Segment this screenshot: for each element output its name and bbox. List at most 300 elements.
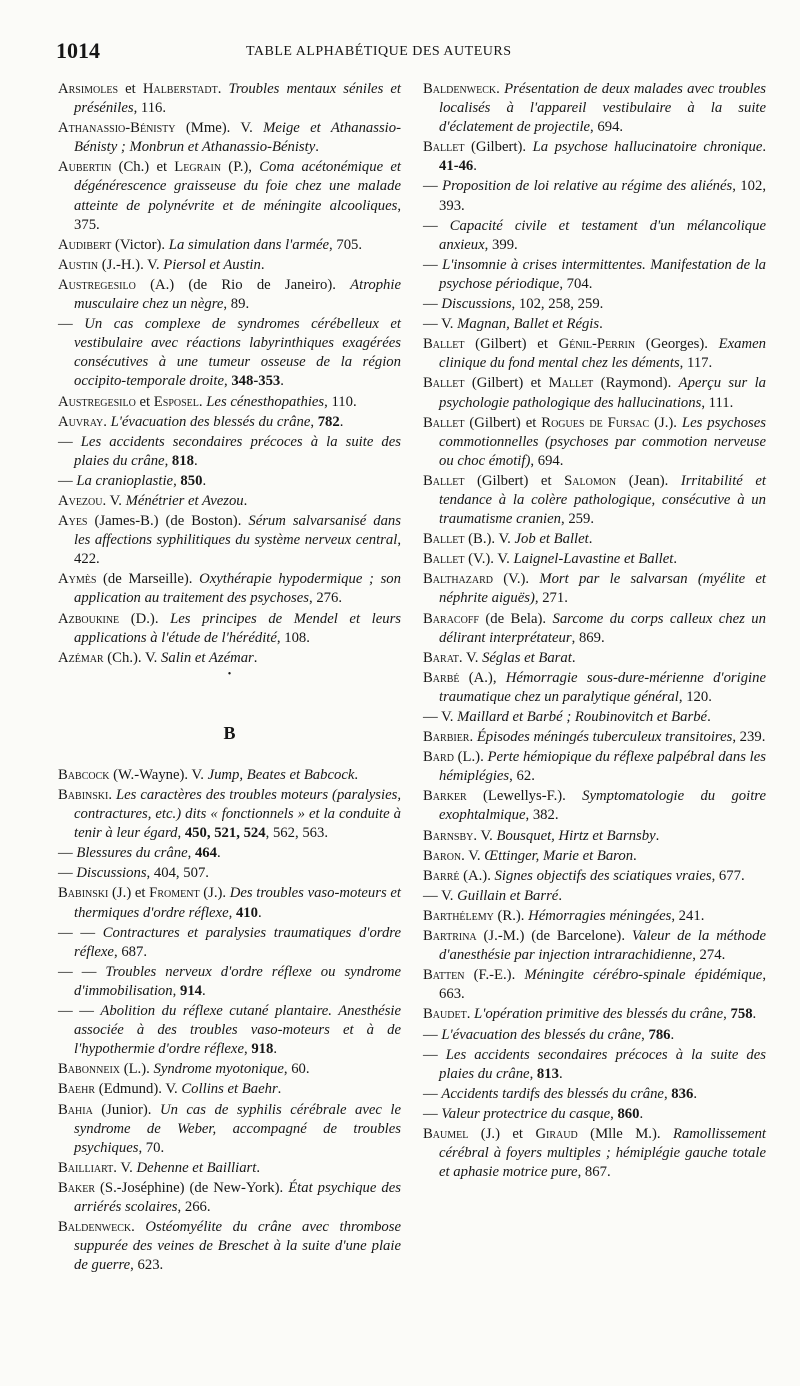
entry-title: Signes objectifs des sciatiques vraies [494,867,712,884]
entry-text: , 62. [509,768,535,785]
entry-text: . [752,1006,757,1023]
entry-text: , [223,373,232,390]
index-entry [423,1085,766,1104]
index-entry [423,708,766,727]
entry-title: Œttinger, Marie et Baron [484,847,634,864]
entry-text: (Gilbert) et [464,336,559,353]
entry-text: (V.). [492,571,540,588]
entry-title: Présentation de deux malades avec troubles localisés à l'appareil vestibulaire à la suite d'éclatement de projectile [439,81,766,136]
entry-title: La psychose hallucinatoire chronique [532,139,763,156]
entry-title: L'opération primitive des blessés du crâne [474,1006,724,1023]
entry-text: . V. [461,847,485,864]
entry-text: — [423,256,443,273]
author-name: Mallet [548,375,594,392]
entries-letter-b [58,766,401,1275]
entry-title: Proposition de loi relative au régime des aliénés [442,178,733,195]
index-entry [423,887,766,906]
author-name: Giraud [535,1125,578,1142]
author-name: Baron [423,847,462,864]
entry-title: Accidents tardifs des blessés du crâne [441,1085,664,1102]
author-name: Baker [58,1179,96,1196]
entry-text: . [762,139,767,156]
author-name: Baehr [58,1081,96,1098]
entry-text: (V.). V. [464,551,514,568]
page-ref-bold: 450, 521, 524 [184,825,266,842]
index-entry [58,472,401,491]
entry-text: (B.). V. [464,531,515,548]
index-entry [423,1026,766,1045]
entry-title: Épisodes méningés tuberculeux transitoires [476,729,733,746]
index-entry [423,177,766,215]
entry-text: . [256,1159,261,1176]
index-entry [423,1046,766,1084]
author-name: Barat [423,649,459,666]
index-entry [58,1002,401,1059]
entry-title: Dehenne et Bailliart [136,1159,257,1176]
entry-text: , 116. [133,100,167,117]
entry-text: (de Marseille). [96,571,200,588]
entry-text: — — [58,963,106,980]
entry-text: , 120. [678,688,712,705]
entry-text: — [423,296,442,313]
entry-title: Les accidents secondaires précoces à la suite des plaies du crâne [439,1046,767,1082]
entry-text: — [58,865,77,882]
entry-title: Blessures du crâne [76,845,188,862]
author-name: Ballet [423,472,465,489]
entry-text: . [588,531,593,548]
entry-title: Piersol et Austin [163,256,261,273]
entry-text: , [610,1105,618,1122]
index-entry [423,335,766,373]
page-ref-bold: 813 [536,1065,559,1082]
entry-text: , [243,1041,252,1058]
entry-text: . V. [102,492,126,509]
entry-text: . [558,1065,563,1082]
entry-title: Syndrome myotonique [153,1061,284,1078]
index-entry [58,1218,401,1275]
entry-text: , 562, 563. [265,825,329,842]
index-entry [423,550,766,569]
entry-text: . [193,452,198,469]
entry-text: . V. [473,827,497,844]
entry-title: Discussions [441,296,512,313]
entry-text: . V. [113,1159,137,1176]
entry-text: , 399. [484,236,518,253]
entry-text: , 705. [329,236,363,253]
entry-title: Magnan, Ballet et Régis [457,316,600,333]
index-entry [58,844,401,863]
entry-text: , 422. [74,532,401,568]
entry-title: Sarcome du corps calleux chez un délirant interprétateur [439,610,766,646]
entry-text: , 70. [138,1139,165,1156]
index-entry [58,315,401,391]
author-name: Baldenweck [423,81,497,97]
author-name: Ballet [423,531,465,548]
entry-text: (Jean). [616,472,681,489]
entry-text: , 239. [732,729,766,746]
entry-title: Hémorragies méningées [528,907,672,924]
entry-text: , [723,1006,731,1023]
entry-text: , 687. [113,943,148,960]
author-name: Bahia [58,1101,93,1118]
index-entry [58,80,401,118]
entry-text: . [354,766,359,783]
entry-text: . [639,1105,644,1122]
index-entry [423,374,766,412]
index-entry [58,413,401,432]
entry-text: (J.) et [468,1125,536,1142]
index-entry [423,295,766,314]
author-name: Batten [423,967,465,984]
index-entry [423,966,766,1004]
entry-text: (S.-Joséphine) (de New-York). [95,1179,289,1196]
entry-text: (Gilbert). [464,139,533,156]
author-name: Baumel [423,1125,469,1142]
separator-dot: • [227,668,232,680]
entry-text: — [423,1046,446,1063]
page-number: 1014 [56,38,100,63]
entry-text: — [58,472,77,489]
author-name: Rogues de Fursac [541,414,650,431]
page-ref-bold: 860 [617,1105,640,1122]
index-entry [58,1101,401,1158]
entry-title: Valeur protectrice du casque [441,1105,611,1122]
entry-text: , [164,452,172,469]
entry-text: (Mlle M.). [577,1125,673,1142]
index-entry [423,138,766,176]
entry-title: Oxythérapie hypodermique ; son application au traitement des psychoses [74,571,401,607]
index-entry [423,472,766,529]
author-name: Barthélemy [423,907,494,924]
entry-text: — V. [423,316,458,333]
entry-text: et [135,393,154,410]
entry-text: — [423,217,450,234]
page-ref-bold: 914 [179,982,202,999]
author-name: Barré [423,867,460,884]
entry-text: , 111. [701,394,734,411]
entry-text: , 663. [439,967,766,1003]
entry-text: . [243,492,248,509]
index-entry [423,927,766,965]
entry-text: — — [58,924,103,941]
author-name: Babinski [58,885,109,902]
entry-title: Valeur de la méthode d'anesthésie par injection intrarachidienne [439,928,766,964]
page-ref-bold: 818 [171,452,194,469]
entry-text: — [58,433,81,450]
entry-title: L'évacuation des blessés du crâne [110,413,311,430]
author-name: Babonneix [58,1061,121,1078]
entry-text: , 89. [223,296,250,313]
index-entry [58,884,401,922]
page-ref-bold: 782 [317,413,340,430]
index-entry [58,963,401,1001]
entry-title: Un cas complexe de syndromes cérébelleux et vestibulaire avec réactions labyrinthiques exagérées consécutives à une tumeur osseuse de la région occipito-temporale droite [74,316,401,390]
index-entry [423,1005,766,1024]
entry-title: Mort par le salvarsan (myélite et néphrite aiguës) [439,571,766,607]
entry-text: — V. [423,709,458,725]
entry-title: Méningite cérébro-spinale épidémique [524,967,763,984]
index-entry [58,786,401,843]
entry-text: . [496,81,505,97]
entry-title: Abolition du réflexe cutané plantaire. Anesthésie associée à des troubles vaso-moteurs et à de l'hypothermie d'ordre réflexe [74,1003,402,1058]
index-entry [423,256,766,294]
page-header [56,38,768,68]
entry-title: Les accidents secondaires précoces à la suite des plaies du crâne [74,433,402,469]
author-name: Azbouкine [58,610,120,627]
author-name: Génil-Perrin [558,336,636,353]
entry-text: . [558,887,562,904]
entry-text: (Edmund). V. [95,1081,182,1098]
index-entry [423,80,766,137]
index-entry [423,570,766,608]
entry-text: (J.-H.). V. [98,256,164,273]
index-entry [58,393,401,412]
entry-text: . [217,81,229,97]
entry-text: . [633,847,637,864]
author-name: Athanassio-Bénisty [58,120,176,137]
index-entry [423,669,766,707]
entry-title: Des troubles vaso-moteurs et thermiques d'ordre réflexe [74,885,401,921]
entry-title: Irritabilité et tendance à la colère pathologique, consécutive à un traumatisme cranien [439,472,766,528]
entry-text: . [339,413,344,430]
entry-text: (Junior). [92,1101,160,1118]
entry-title: État psychique des arriérés scolaires [74,1179,401,1215]
author-name: Esposel [153,393,199,410]
index-entry [58,512,401,569]
index-entry [423,217,766,255]
entry-text: (Mme). V. [175,120,264,137]
page-ref-bold: 348-353 [231,373,281,390]
author-name: Barbier [423,729,470,746]
right-column [423,80,766,1183]
index-entry [58,119,401,157]
entry-title: Job et Ballet [514,531,589,548]
entry-title: Jump, Beates et Babcock [207,766,355,783]
entry-text: , [641,1026,649,1043]
entry-text: . [108,787,116,803]
author-name: Avezou [58,492,103,509]
entry-text: . [273,1041,278,1058]
entry-text: (L.). [120,1061,154,1078]
index-entry [58,570,401,608]
entries-right [423,80,766,1182]
page-ref-bold: 758 [730,1006,753,1023]
entry-title: Symptomatologie du goitre exophtalmique [439,788,766,824]
entry-text: , 266. [177,1198,211,1215]
author-name: Aymès [58,571,97,588]
author-name: Austregesilo [58,393,136,410]
entry-text: , [529,1065,537,1082]
entry-text: (D.). [119,610,171,627]
entry-text: (Ch.) et [111,159,175,176]
entry-text: , 694. [590,119,624,136]
entry-text: . [202,472,207,489]
entry-text: (R.). [493,907,529,924]
index-entry [423,414,766,471]
entry-title: Les cénesthopathies [206,393,325,410]
entry-text: — [58,316,85,333]
index-entry [58,864,401,883]
entry-title: Contractures et paralysies traumatiques d'ordre réflexe [74,924,401,960]
author-name: Austregesilo [58,276,136,293]
index-entry [423,649,766,668]
entry-title: Les caractères des troubles moteurs (paralysies, contractures, etc.) dits « fonctionnels » et la conduite à tenir à leur égard [74,787,402,842]
index-entry [423,787,766,825]
entries-letter-a [58,80,401,668]
author-name: Ballet [423,139,465,156]
entry-text: , [177,825,185,842]
entry-text: (Gilbert) et [464,414,542,431]
entry-text: , 241. [671,907,705,924]
entry-text: , 694. [530,452,564,469]
index-entry [423,1125,766,1182]
entry-text: . [571,649,576,666]
entry-title: La simulation dans l'armée [168,236,330,253]
author-name: Bard [423,749,454,766]
entry-text: . [473,158,477,175]
index-entry [423,1105,766,1124]
page-ref-bold: 410 [235,904,258,921]
index-entry [423,748,766,786]
author-name: Froment [149,885,200,902]
entry-text: (Gilbert) et [464,472,565,489]
entry-text: (W.-Wayne). V. [109,766,208,783]
entry-title: Guillain et Barré [457,887,559,904]
entry-title: Discussions [76,865,147,882]
entry-text: (James-B.) (de Boston). [87,513,249,530]
entry-text: . [466,1006,475,1023]
page-ref-bold: 850 [180,472,203,489]
entry-text: et [118,81,143,97]
author-name: Ballet [423,375,465,392]
author-name: Barbé [423,669,460,686]
entry-text: (A.). [459,867,495,884]
entry-text: . [277,1081,282,1098]
entry-text: (F.-E.). [464,967,525,984]
entry-title: Meige et Athanassio-Bénisty ; Monbrun et Athanassio-Bénisty [74,120,401,156]
entry-title: Bousquet, Hirtz et Barnsby [496,827,656,844]
index-entry [423,827,766,846]
author-name: Auvray [58,413,104,430]
entry-text: (Lewellys-F.). [466,788,583,805]
index-entry [423,315,766,334]
entry-text: , [663,1085,672,1102]
index-entry [58,276,401,314]
index-entry [423,867,766,886]
author-name: Babcock [58,766,110,783]
author-name: Audibert [58,236,112,253]
entry-text: . [260,256,265,273]
index-entry [58,1060,401,1079]
entry-title: Laignel-Lavastine et Ballet [513,551,674,568]
author-name: Arsimoles [58,81,119,97]
index-entry [58,1179,401,1217]
entry-text: . [216,845,221,862]
entry-text: . [253,649,258,666]
entry-title: Sérum salvarsanisé dans les affections syphilitiques du système nerveux central [74,513,401,549]
index-entry [58,492,401,511]
entry-title: Ostéomyélite du crâne avec thrombose suppurée des veines de Breschet à la suite d'une plaie de guerre [74,1219,402,1274]
author-name: Balthazard [423,571,493,588]
entry-text: , 271. [534,590,568,607]
entry-text: . V. [458,649,483,666]
entry-title: Hémorragie sous-dure-mérienne d'origine traumatique chez un paralytique général [439,669,766,705]
entry-text: . [198,393,207,410]
entry-text: — [58,845,77,862]
entry-title: Les psychoses commotionnelles (psychoses par commotion nerveuse ou choc émotif) [439,414,766,469]
entry-text: — [423,178,443,195]
author-name: Ayes [58,513,88,530]
index-entry [58,766,401,785]
author-name: Ballet [423,336,465,353]
page-ref-bold: 918 [251,1041,274,1058]
entry-text: . [280,373,284,390]
index-entry [423,847,766,866]
entry-title: Ménétrier et Avezou [125,492,244,509]
entry-text: (Victor). [111,236,169,253]
entry-text: , 108. [276,629,310,646]
index-entry [58,236,401,255]
entry-text: . [315,139,319,156]
entry-text: . [693,1085,697,1102]
entry-text: . [670,1026,675,1043]
index-entry [423,530,766,549]
entry-text: . [655,827,660,844]
page-ref-bold: 836 [671,1085,694,1102]
entry-title: Maillard et Barbé ; Roubinovitch et Barbé [457,709,708,725]
author-name: Salomon [564,472,617,489]
index-entry [423,907,766,926]
author-name: Baracoff [423,610,479,627]
entry-text: , 117. [679,355,713,372]
entry-text: , [228,904,236,921]
entry-text: , 404, 507. [146,865,209,882]
entry-text: (J.). [199,885,230,902]
entry-text: , [187,845,195,862]
entry-text: (L.). [453,749,488,766]
entry-text: (A.) (de Rio de Janeiro). [135,276,351,293]
entry-text: . [202,982,206,999]
author-name: Legrain [174,159,222,176]
entry-title: Un cas de syphilis cérébrale avec le syndrome de Weber, accompagné de troubles psychiques [74,1101,401,1156]
entry-title: Aperçu sur la psychologie pathologique des hallucinations [439,375,766,411]
entry-text: , [172,982,180,999]
entry-text: , 102, 393. [439,178,767,214]
entry-text: , 375. [74,197,401,233]
entry-text: (J.-M.) (de Barcelone). [476,928,632,945]
entry-text: — [423,1085,442,1102]
running-title: TABLE ALPHABÉTIQUE DES AUTEURS [246,44,512,59]
entry-text: , 382. [525,807,559,824]
entry-title: L'évacuation des blessés du crâne [441,1026,642,1043]
author-name: Babinski [58,787,109,803]
author-name: Baudet [423,1006,467,1023]
entry-text: , 677. [711,867,745,884]
author-name: Halberstadt [142,81,218,97]
entry-text: (J.). [649,414,682,431]
left-column [58,80,401,1276]
index-entry [58,158,401,234]
entry-text: (J.) et [108,885,150,902]
entry-title: Perte hémiopique du réflexe palpébral dans les hémiplégies [439,749,766,785]
author-name: Barnsby [423,827,474,844]
entry-text: . [599,316,603,333]
entry-text: , 623. [130,1257,164,1274]
entry-text: (P.), [221,159,260,176]
entry-text: . [103,413,111,430]
entry-text: — — [58,1003,101,1020]
index-entry [423,610,766,648]
